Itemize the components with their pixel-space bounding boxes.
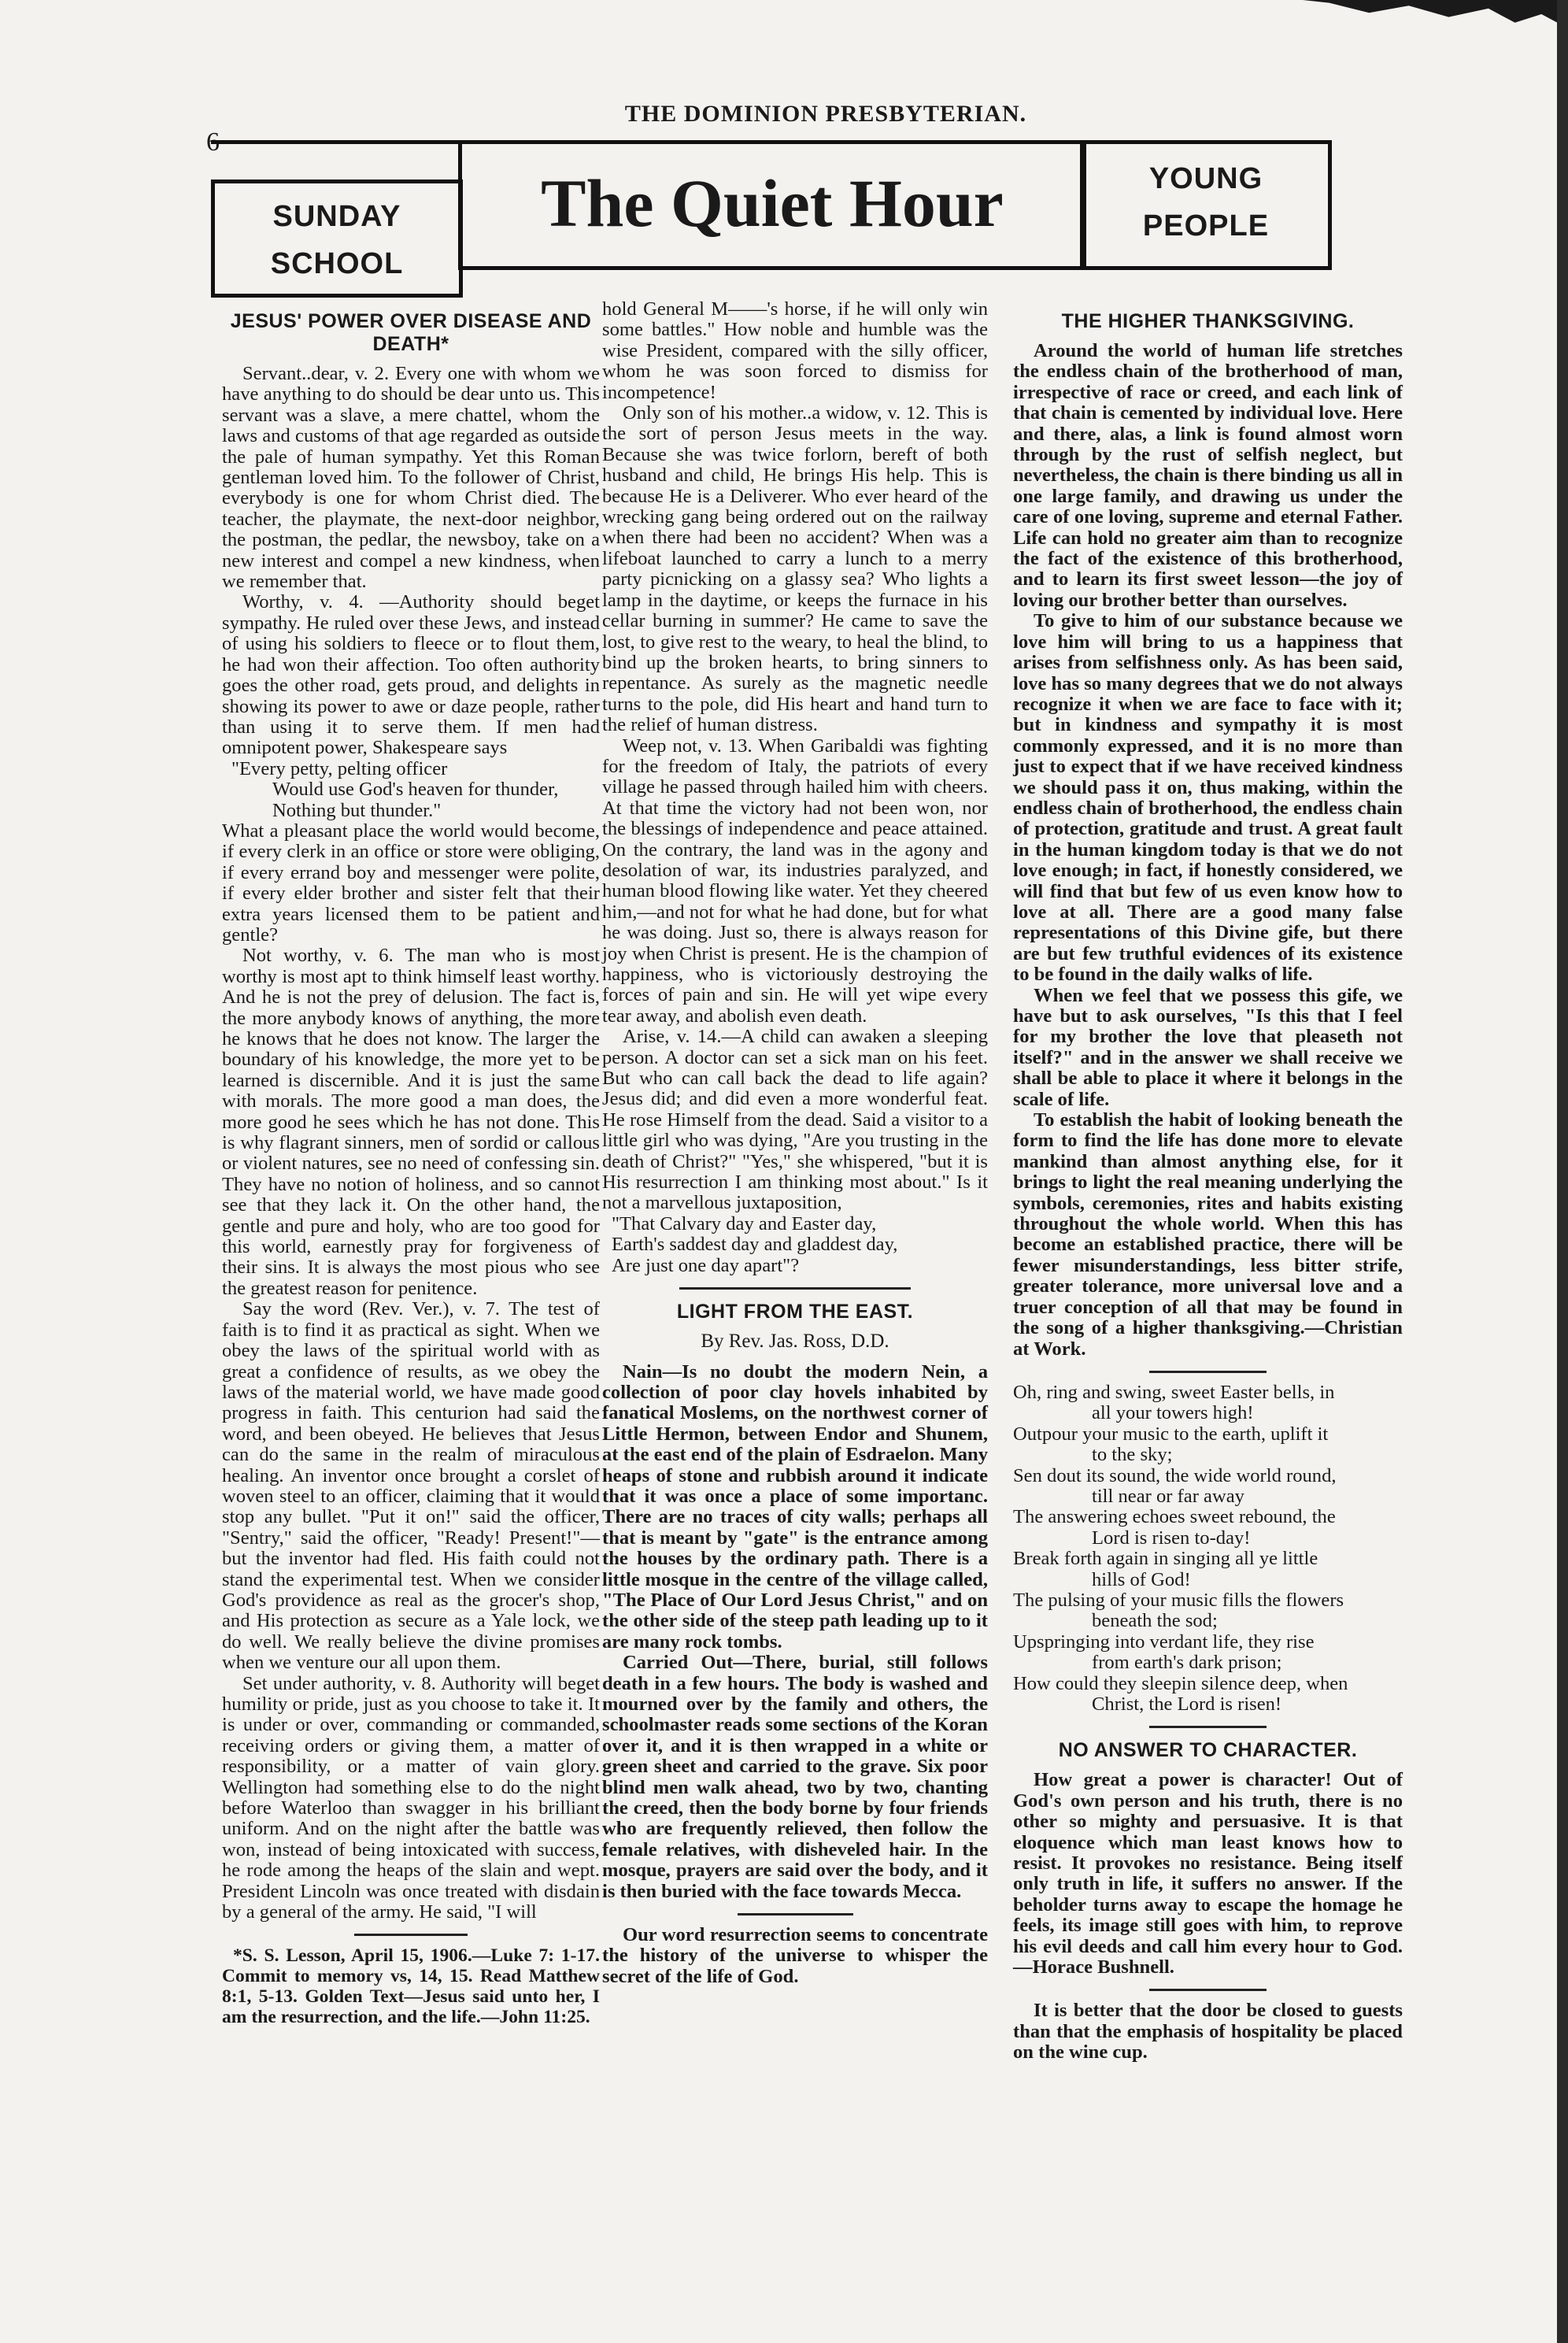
verse-line: Are just one day apart"? <box>612 1254 800 1276</box>
easter-poem <box>1013 1382 1403 1716</box>
poem-line: to the sky; <box>1092 1444 1173 1466</box>
divider <box>354 1934 468 1936</box>
bold-article <box>1013 341 1403 1360</box>
verse-line: "That Calvary day and Easter day, <box>612 1212 877 1234</box>
paragraph: Arise, v. 14.—A child can awaken a sleeping person. A doctor can set a sick man on his feet. But who can call back the dead to life again? Jesus did; and did even a more wonderful feat. He rose Himself from the dead. Said a visitor to a little girl who was dying, "Are you trusting in the death of Christ?" "Yes," she whispered, "but it is His resurrection I am thinking most about." Is it not a marvellous juxtaposition, <box>602 1026 988 1214</box>
poem-line: The pulsing of your music fills the flowers <box>1013 1589 1344 1611</box>
poem-line: hills of God! <box>1092 1568 1191 1590</box>
young-label: YOUNG <box>1148 162 1263 195</box>
poem-line: Upspringing into verdant life, they rise <box>1013 1630 1315 1653</box>
column-3 <box>1013 299 1403 2064</box>
divider <box>1149 1989 1267 1991</box>
divider <box>1149 1371 1267 1373</box>
quote-line: "Every petty, pelting officer <box>231 757 448 779</box>
paragraph: Our word resurrection seems to concentrate the history of the universe to whisper the secret of the life of God. <box>602 1924 988 1987</box>
poem-line: from earth's dark prison; <box>1092 1652 1282 1674</box>
sunday-label: SUNDAY <box>272 200 401 233</box>
divider <box>738 1913 853 1915</box>
paragraph: Nain—Is no doubt the modern Nein, a collection of poor clay hovels inhabited by fanatical Moslems, on the northwest corner of Little Hermon, between Endor and Shunem, at the east end of the plain of Esdraelon. Many heaps of stone and rubbish around it indicate that it was once a place of some importanc. There are no traces of city walls; perhaps all that is meant by "gate" is the entrance among the houses by the ordinary path. There is a little mosque in the centre of the village called, "The Place of Our Lord Jesus Christ," and on the other side of the steep path leading up to it are many rock tombs. <box>602 1360 988 1653</box>
torn-edge <box>1303 0 1568 28</box>
paragraph: hold General M——'s horse, if he will only win some battles." How noble and humble was the wise President, compared with the silly officer, whom he was soon forced to dismiss for incompetence! <box>602 298 988 403</box>
school-label: SCHOOL <box>270 247 404 280</box>
poem-line: The answering echoes sweet rebound, the <box>1013 1506 1336 1528</box>
paragraph: Not worthy, v. 6. The man who is most worthy is most apt to think himself least worthy. And he is not the prey of delusion. The fact is, the more anybody knows of anything, the more he knows that he does not know. The larger the boundary of his knowledge, the more yet to be learned is discernible. And it is just the same with morals. The more good a man does, the more good he sees which he has not done. This is why flagrant sinners, men of sordid or callous or violent natures, see no need of confessing sin. They have no notion of holiness, and so cannot see that they lack it. On the other hand, the gentle and pure and holy, who are too good for this world, earnestly pray for forgiveness of their sins. It is always the most pious who see the greatest reason for penitence. <box>222 945 600 1299</box>
section-banner <box>211 140 1332 297</box>
quote-line: Nothing but thunder." <box>272 799 442 821</box>
footnote <box>222 1945 600 2027</box>
paragraph: Around the world of human life stretches the endless chain of the brotherhood of man, irrespective of race or creed, and each link of that chain is cemented by individual love. Here and there, alas, a link is found almost worn through by the rust of selfish neglect, but nevertheless, the chain is there binding us all in one large family, and drawing us under the care of one loving, supreme and eternal Father. Life can hold no greater aim than to recognize the fact of the existence of this brotherhood, and to learn its first sweet lesson—the joy of loving our brother better than ourselves. <box>1013 340 1403 611</box>
poem-line: Oh, ring and swing, sweet Easter bells, in <box>1013 1381 1335 1403</box>
paragraph: Servant..dear, v. 2. Every one with whom we have anything to do should be dear unto us. This servant was a slave, a mere chattel, whom the laws and customs of that age regarded as outside the pale of human sympathy. Yet this Roman gentleman loved him. To the follower of Christ, everybody is one for whom Christ died. The teacher, the playmate, the next-door neighbor, the postman, the pedlar, the newsboy, take on a new interest and compel a new kindness, when we remember that. <box>222 363 600 593</box>
poem-line: Break forth again in singing all ye little <box>1013 1548 1318 1570</box>
paragraph: How great a power is character! Out of God's own person and his truth, there is no other so mighty and persuasive. It is that eloquence which man least knows how to resist. It provokes no resistance. Being itself only truth in life, it suffers no answer. If the beholder turns away to escape the homage he feels, its image still goes with him, to reprove his evil deeds and call him every hour to God.—Horace Bushnell. <box>1013 1769 1403 1978</box>
section-title: The Quiet Hour <box>541 165 1004 241</box>
poem-line: Sen dout its sound, the wide world round, <box>1013 1464 1337 1486</box>
poem-line: Christ, the Lord is risen! <box>1092 1693 1282 1715</box>
article-heading: THE HIGHER THANKSGIVING. <box>1061 310 1355 332</box>
divider <box>1149 1726 1267 1728</box>
young-people-box <box>1080 144 1332 270</box>
poem-line: all your towers high! <box>1092 1402 1254 1424</box>
paragraph: What a pleasant place the world would become, if every clerk in an office or store were obliging, if every errand boy and messenger were polite, if every elder brother and sister felt that their extra years licensed them to be patient and gentle? <box>222 820 600 946</box>
paragraph: To establish the habit of looking beneath the form to find the life has done more to elevate mankind than almost anything else, for it brings to light the real meaning underlying the symbols, ceremonies, rites and habits existing throughout the whole world. When this has become an established practice, there will be fewer misunderstandings, less bitter strife, greater tolerance, more universal love and a truer conception of all that may be found in the song of a higher thanksgiving.—Christian at Work. <box>1013 1109 1403 1360</box>
running-head: THE DOMINION PRESBYTERIAN. <box>624 101 1027 127</box>
paragraph: Weep not, v. 13. When Garibaldi was fighting for the freedom of Italy, the patriots of every village he passed through hailed him with cheers. At that time the victory had not been won, nor the blessings of independence and peace attained. On the contrary, the land was in the agony and desolation of war, its industries paralyzed, and human blood flowing like water. Yet they cheered him,—and not for what he had done, but for what he was doing. Just so, there is always reason for joy when Christ is present. He is the champion of happiness, who is victoriously destroying the forces of pain and sin. He will yet wipe every tear away, and abolish even death. <box>602 735 988 1027</box>
bold-article <box>1013 1770 1403 2063</box>
byline: By Rev. Jas. Ross, D.D. <box>701 1331 889 1353</box>
paragraph: Say the word (Rev. Ver.), v. 7. The test of faith is to find it as practical as sight. When we obey the laws of the spiritual world with as great a confidence of results, as we obey the laws of the material world, we have made good progress in faith. This centurion had said the word, and been obeyed. He believes that Jesus can do the same in the realm of miraculous healing. An inventor once brought a corslet of woven steel to an officer, claiming that it would stop any bullet. "Put it on!" said the officer, "Sentry," said the officer, "Ready! Present!"—but the inventor had fled. His faith could not stand the experimental test. When we consider God's providence as real as the grocer's shop, and His protection as secure as a Yale lock, we do well. We really believe the divine promises when we venture our all upon them. <box>222 1298 600 1674</box>
title-box <box>458 144 1086 270</box>
poem-line: Outpour your music to the earth, uplift it <box>1013 1423 1329 1445</box>
poem-line: How could they sleepin silence deep, when <box>1013 1672 1348 1694</box>
page-number: 6 <box>206 128 220 157</box>
page-edge-border <box>1557 0 1568 2343</box>
paragraph: It is better that the door be closed to guests than that the emphasis of hospitality be placed on the wine cup. <box>1013 2000 1403 2064</box>
paragraph: Only son of his mother..a widow, v. 12. This is the sort of person Jesus meets in the way. Because she was twice forlorn, bereft of both husband and child, He brings His help. This is because He is a Deliverer. Who ever heard of the wrecking gang being ordered out on the railway when there had been no accident? When was a lifeboat launched to carry a lunch to a merry party picnicking on a glassy sea? Who lights a lamp in the daytime, or keeps the furnace in his cellar burning in summer? He came to save the lost, to give rest to the weary, to heal the blind, to bind up the broken hearts, to bring sinners to repentance. As surely as the magnetic needle turns to the pole, did His heart and hand turn to the relief of human distress. <box>602 402 988 736</box>
verse-line: Earth's saddest day and gladdest day, <box>612 1234 898 1256</box>
column-1 <box>222 299 600 2027</box>
poem-line: Lord is risen to-day! <box>1092 1527 1251 1549</box>
paragraph: When we feel that we possess this gife, we have but to ask ourselves, "Is this that I feel for my brother the love that pleaseth not itself?" and in the answer we shall receive we shall be able to place it where it belongs in the scale of life. <box>1013 984 1403 1110</box>
footnote-text: *S. S. Lesson, April 15, 1906.—Luke 7: 1-17. Commit to memory vs, 14, 15. Read Matthew 8:1, 5-13. Golden Text—Jesus said unto her, I am the resurrection, and the life.—John 11:25. <box>222 1945 600 2028</box>
sunday-school-box <box>211 180 463 298</box>
article-heading: LIGHT FROM THE EAST. <box>676 1301 914 1323</box>
paragraph: To give to him of our substance because we love him will bring to us a happiness that arises from selfishness only. As has been said, love has so many degrees that we do not always recognize it when we are face to face with it; but in kindness and sympathy it is most commonly expressed, and it is no more than just to expect that if we have received kindness we should pass it on, thus making, within the endless chain of brotherhood, the endless chain of protection, gratitude and trust. A great fault in the human kingdom today is that we do not love enough; in fact, if honestly considered, we will find that but few of us even know how to love at all. There are a good many false representations of this Divine gife, but there are but few truthful evidences of its existence to be found in the daily walks of life. <box>1013 610 1403 986</box>
quote-line: Would use God's heaven for thunder, <box>272 779 559 801</box>
column-2 <box>602 299 988 1987</box>
paragraph: Carried Out—There, burial, still follows death in a few hours. The body is washed and mourned over by the family and others, the schoolmaster reads some sections of the Koran over it, and it is then wrapped in a white or green sheet and carried to the grave. Six poor blind men walk ahead, two by two, chanting the creed, then the body borne by four friends who are frequently relieved, then follow the female relatives, with disheveled hair. In the mosque, prayers are said over the body, and it is then buried with the face towards Mecca. <box>602 1652 988 1902</box>
poem-line: beneath the sod; <box>1092 1610 1218 1632</box>
paragraph: Set under authority, v. 8. Authority will beget humility or pride, just as you choose to take it. It is under or over, commanding or commanded, receiving orders or giving them, a matter of responsibility, or a matter of vain glory. Wellington had something else to do the night before Waterloo than swagger in his brilliant uniform. And on the night after the battle was won, instead of being intoxicated with success, he rode among the heaps of the slain and wept. President Lincoln was once treated with disdain by a general of the army. He said, "I will <box>222 1672 600 1923</box>
divider <box>679 1287 911 1290</box>
paragraph: Worthy, v. 4. —Authority should beget sympathy. He ruled over these Jews, and instead of using his soldiers to fleece or to flout them, he had won their affection. Too often authority goes the other road, gets proud, and delights in showing its power to awe or daze people, rather than using it to serve them. If men had omnipotent power, Shakespeare says <box>222 591 600 759</box>
bold-article <box>602 1362 988 1988</box>
people-label: PEOPLE <box>1142 209 1270 242</box>
article-heading: JESUS' POWER OVER DISEASE AND DEATH* <box>230 310 592 355</box>
poem-line: till near or far away <box>1092 1485 1244 1507</box>
article-heading: NO ANSWER TO CHARACTER. <box>1058 1739 1358 1762</box>
